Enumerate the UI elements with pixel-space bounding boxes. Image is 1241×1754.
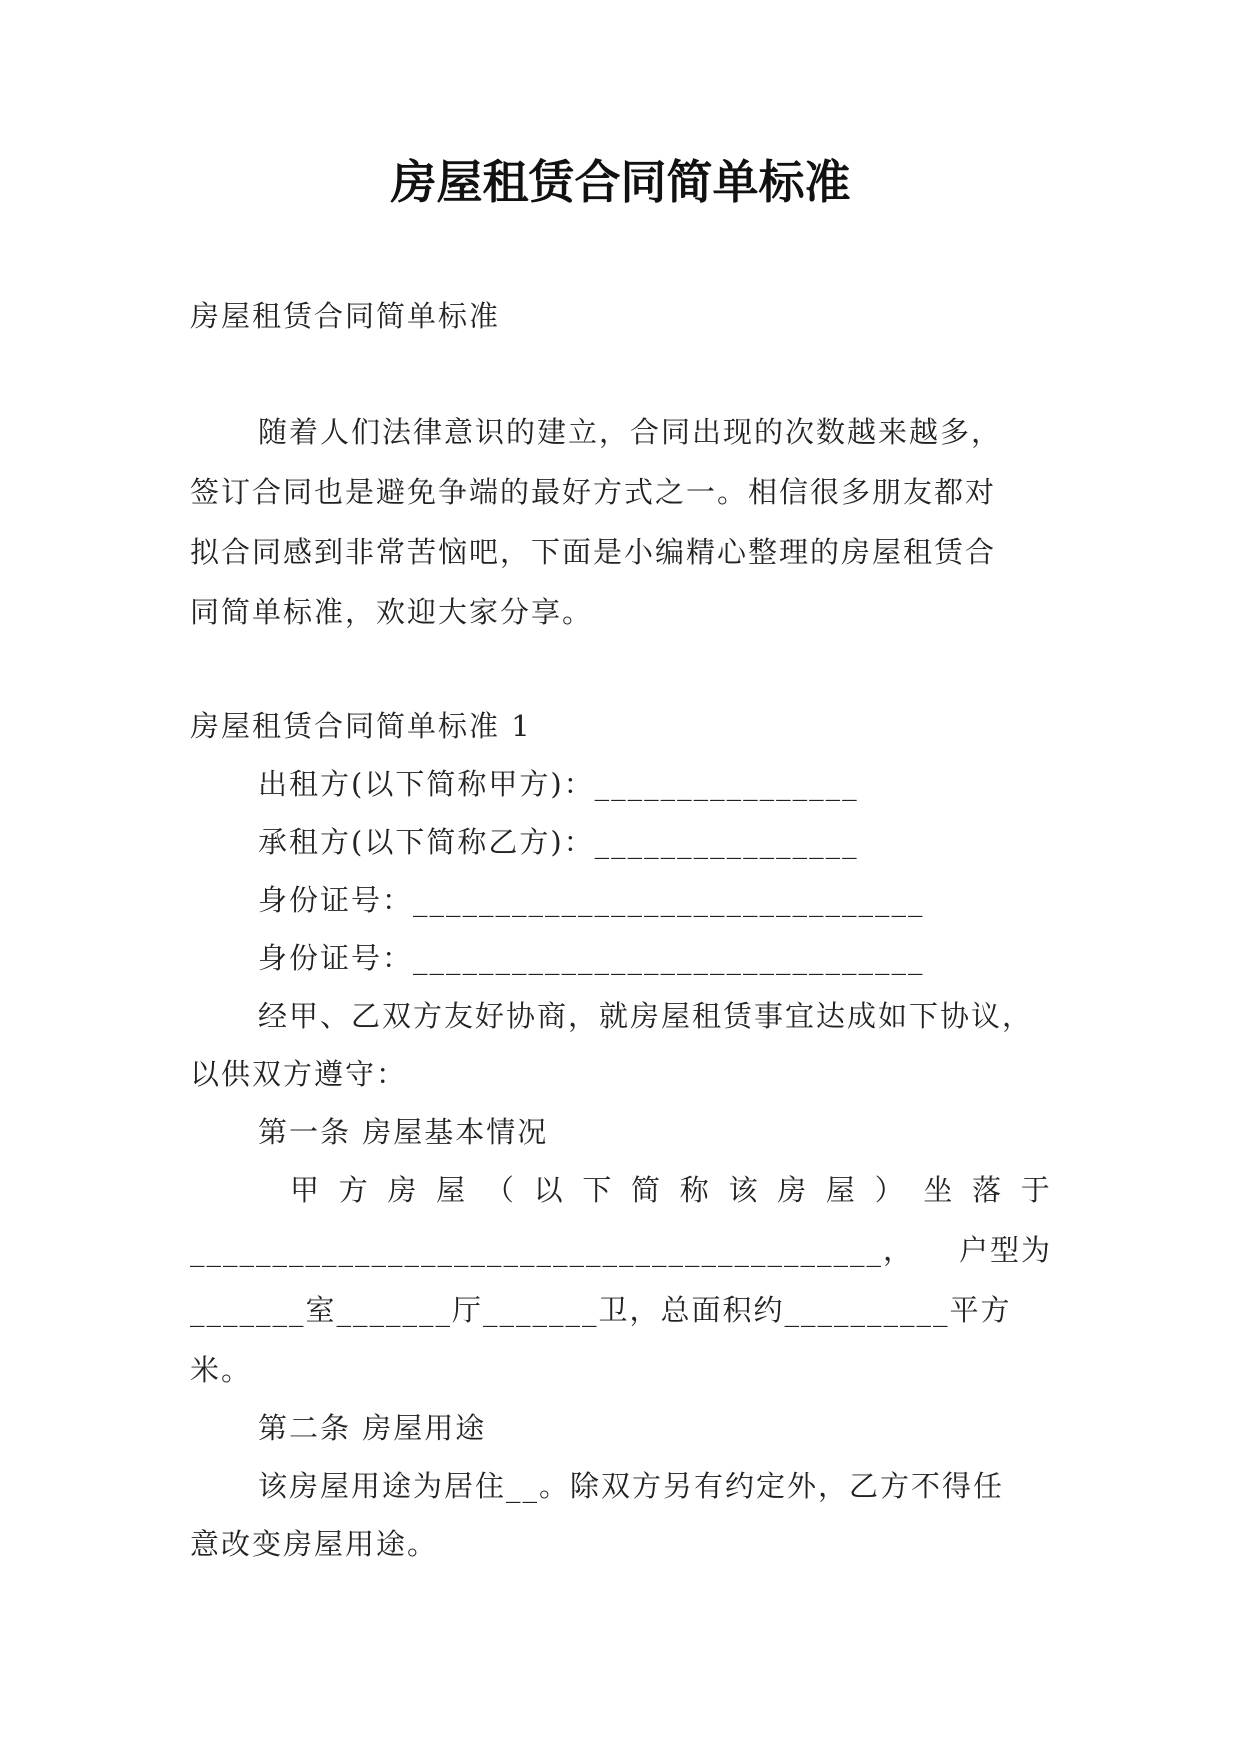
article-2-line-2: 意改变房屋用途。: [190, 1527, 439, 1561]
article-2-heading: 第二条 房屋用途: [258, 1411, 487, 1445]
article-1-line-1: [290, 1170, 1052, 1210]
article-1-word: 坐: [923, 1173, 955, 1207]
article-1-word: 甲: [290, 1173, 322, 1207]
article-1-word: 于: [1020, 1173, 1052, 1207]
agreement-line-1: 经甲、乙双方友好协商，就房屋租赁事宜达成如下协议，: [258, 999, 1034, 1033]
article-1-word: （: [484, 1173, 516, 1207]
intro-line-1: 随着人们法律意识的建立，合同出现的次数越来越多，: [258, 415, 1003, 449]
article-1-word: ）: [874, 1173, 906, 1207]
article-1-line-4: 米。: [190, 1353, 253, 1387]
article-1-word: 屋: [825, 1173, 857, 1207]
article-1-word: 屋: [436, 1173, 468, 1207]
lessee-field: 承租方(以下简称乙方)：________________: [258, 825, 859, 859]
article-1-word: 方: [338, 1173, 370, 1207]
location-blank: __________________________________________，: [190, 1233, 915, 1267]
intro-line-3: 拟合同感到非常苦恼吧，下面是小编精心整理的房屋租赁合: [190, 535, 997, 569]
article-1-word: 房: [387, 1173, 419, 1207]
article-1-word: 下: [582, 1173, 614, 1207]
intro-line-4: 同简单标准，欢迎大家分享。: [190, 595, 594, 629]
intro-line-2: 签订合同也是避免争端的最好方式之一。相信很多朋友都对: [190, 475, 997, 509]
article-1-line-2: [190, 1230, 1052, 1270]
id-number-field-1: 身份证号：_______________________________: [258, 883, 925, 917]
lessor-field: 出租方(以下简称甲方)：________________: [258, 767, 859, 801]
article-1-line-3: _______室_______厅_______卫，总面积约__________平方: [190, 1293, 1012, 1327]
agreement-line-2: 以供双方遵守：: [190, 1057, 408, 1091]
section-heading: 房屋租赁合同简单标准 1: [190, 709, 532, 743]
document-title: 房屋租赁合同简单标准: [390, 155, 851, 209]
layout-label: 户型为: [958, 1233, 1052, 1267]
article-1-word: 以: [533, 1173, 565, 1207]
id-number-field-2: 身份证号：_______________________________: [258, 941, 925, 975]
article-2-line-1: 该房屋用途为居住__。除双方另有约定外，乙方不得任: [258, 1469, 1005, 1503]
article-1-word: 落: [972, 1173, 1004, 1207]
subtitle: 房屋租赁合同简单标准: [190, 299, 501, 333]
article-1-word: 房: [777, 1173, 809, 1207]
article-1-heading: 第一条 房屋基本情况: [258, 1115, 549, 1149]
article-1-word: 该: [728, 1173, 760, 1207]
article-1-word: 简: [631, 1173, 663, 1207]
article-1-word: 称: [679, 1173, 711, 1207]
